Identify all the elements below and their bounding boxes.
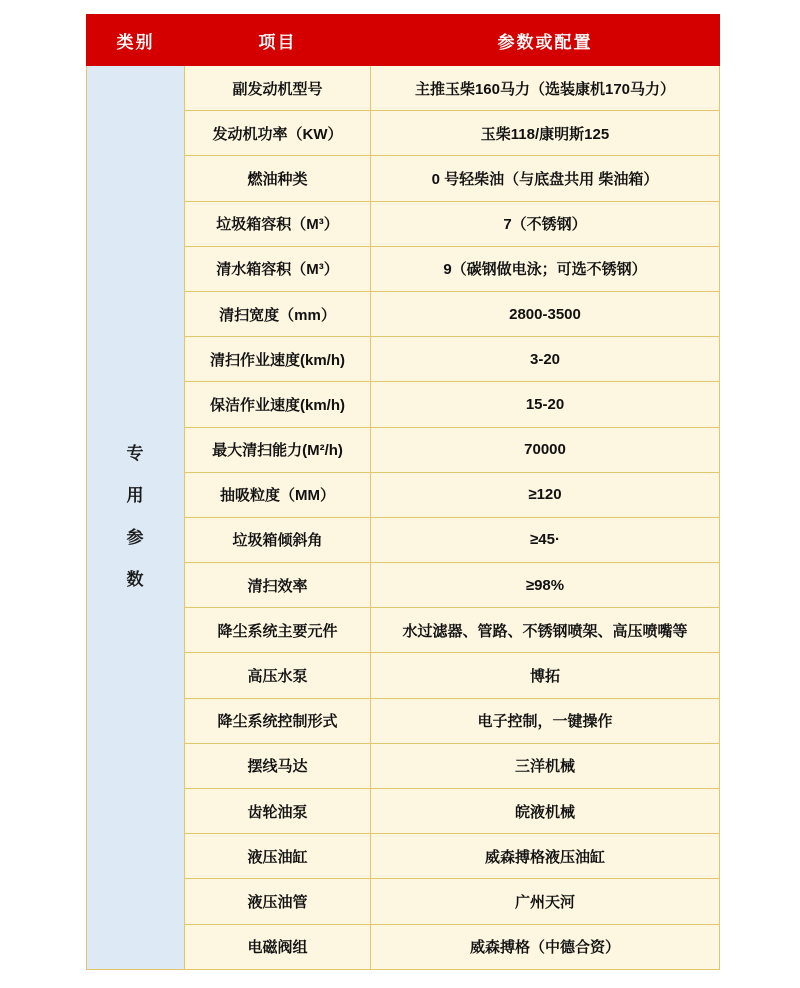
row-item: 清扫宽度（mm） (185, 291, 371, 336)
row-item: 清水箱容积（M³） (185, 246, 371, 291)
row-value: ≥98% (371, 563, 720, 608)
row-item: 降尘系统主要元件 (185, 608, 371, 653)
row-value: 水过滤器、管路、不锈钢喷架、高压喷嘴等 (371, 608, 720, 653)
row-value: 广州天河 (371, 879, 720, 924)
row-value: 威森搏格（中德合资） (371, 924, 720, 969)
row-item: 副发动机型号 (185, 66, 371, 111)
row-value: 主推玉柴160马力（选装康机170马力） (371, 66, 720, 111)
header-category: 类别 (87, 15, 185, 66)
row-item: 电磁阀组 (185, 924, 371, 969)
category-char: 专 (126, 444, 145, 464)
row-value: 三洋机械 (371, 743, 720, 788)
row-value: 0 号轻柴油（与底盘共用 柴油箱） (371, 156, 720, 201)
header-value: 参数或配置 (371, 15, 720, 66)
row-value: 70000 (371, 427, 720, 472)
row-value: 7（不锈钢） (371, 201, 720, 246)
row-item: 发动机功率（KW） (185, 111, 371, 156)
specification-table (86, 14, 720, 970)
row-item: 燃油种类 (185, 156, 371, 201)
row-item: 液压油管 (185, 879, 371, 924)
row-value: 3-20 (371, 337, 720, 382)
row-item: 摆线马达 (185, 743, 371, 788)
row-value: ≥120 (371, 472, 720, 517)
header-item: 项目 (185, 15, 371, 66)
category-char: 用 (126, 486, 145, 506)
row-value: 博拓 (371, 653, 720, 698)
row-item: 清扫作业速度(km/h) (185, 337, 371, 382)
row-value: 威森搏格液压油缸 (371, 834, 720, 879)
row-value: 9（碳钢做电泳；可选不锈钢） (371, 246, 720, 291)
row-item: 高压水泵 (185, 653, 371, 698)
row-value: 15-20 (371, 382, 720, 427)
row-value: 皖液机械 (371, 789, 720, 834)
row-value: 2800-3500 (371, 291, 720, 336)
category-char: 参 (126, 528, 145, 548)
category-label-vertical (87, 433, 184, 601)
row-item: 液压油缸 (185, 834, 371, 879)
category-cell (87, 66, 185, 970)
row-item: 垃圾箱倾斜角 (185, 517, 371, 562)
row-item: 最大清扫能力(M²/h) (185, 427, 371, 472)
table-row (87, 66, 720, 111)
table-body (87, 15, 720, 970)
row-value: ≥45· (371, 517, 720, 562)
row-item: 抽吸粒度（MM） (185, 472, 371, 517)
row-item: 保洁作业速度(km/h) (185, 382, 371, 427)
row-item: 垃圾箱容积（M³） (185, 201, 371, 246)
row-item: 清扫效率 (185, 563, 371, 608)
category-char: 数 (126, 570, 145, 590)
row-value: 玉柴118/康明斯125 (371, 111, 720, 156)
row-item: 齿轮油泵 (185, 789, 371, 834)
row-item: 降尘系统控制形式 (185, 698, 371, 743)
row-value: 电子控制，一键操作 (371, 698, 720, 743)
table-header-row (87, 15, 720, 66)
